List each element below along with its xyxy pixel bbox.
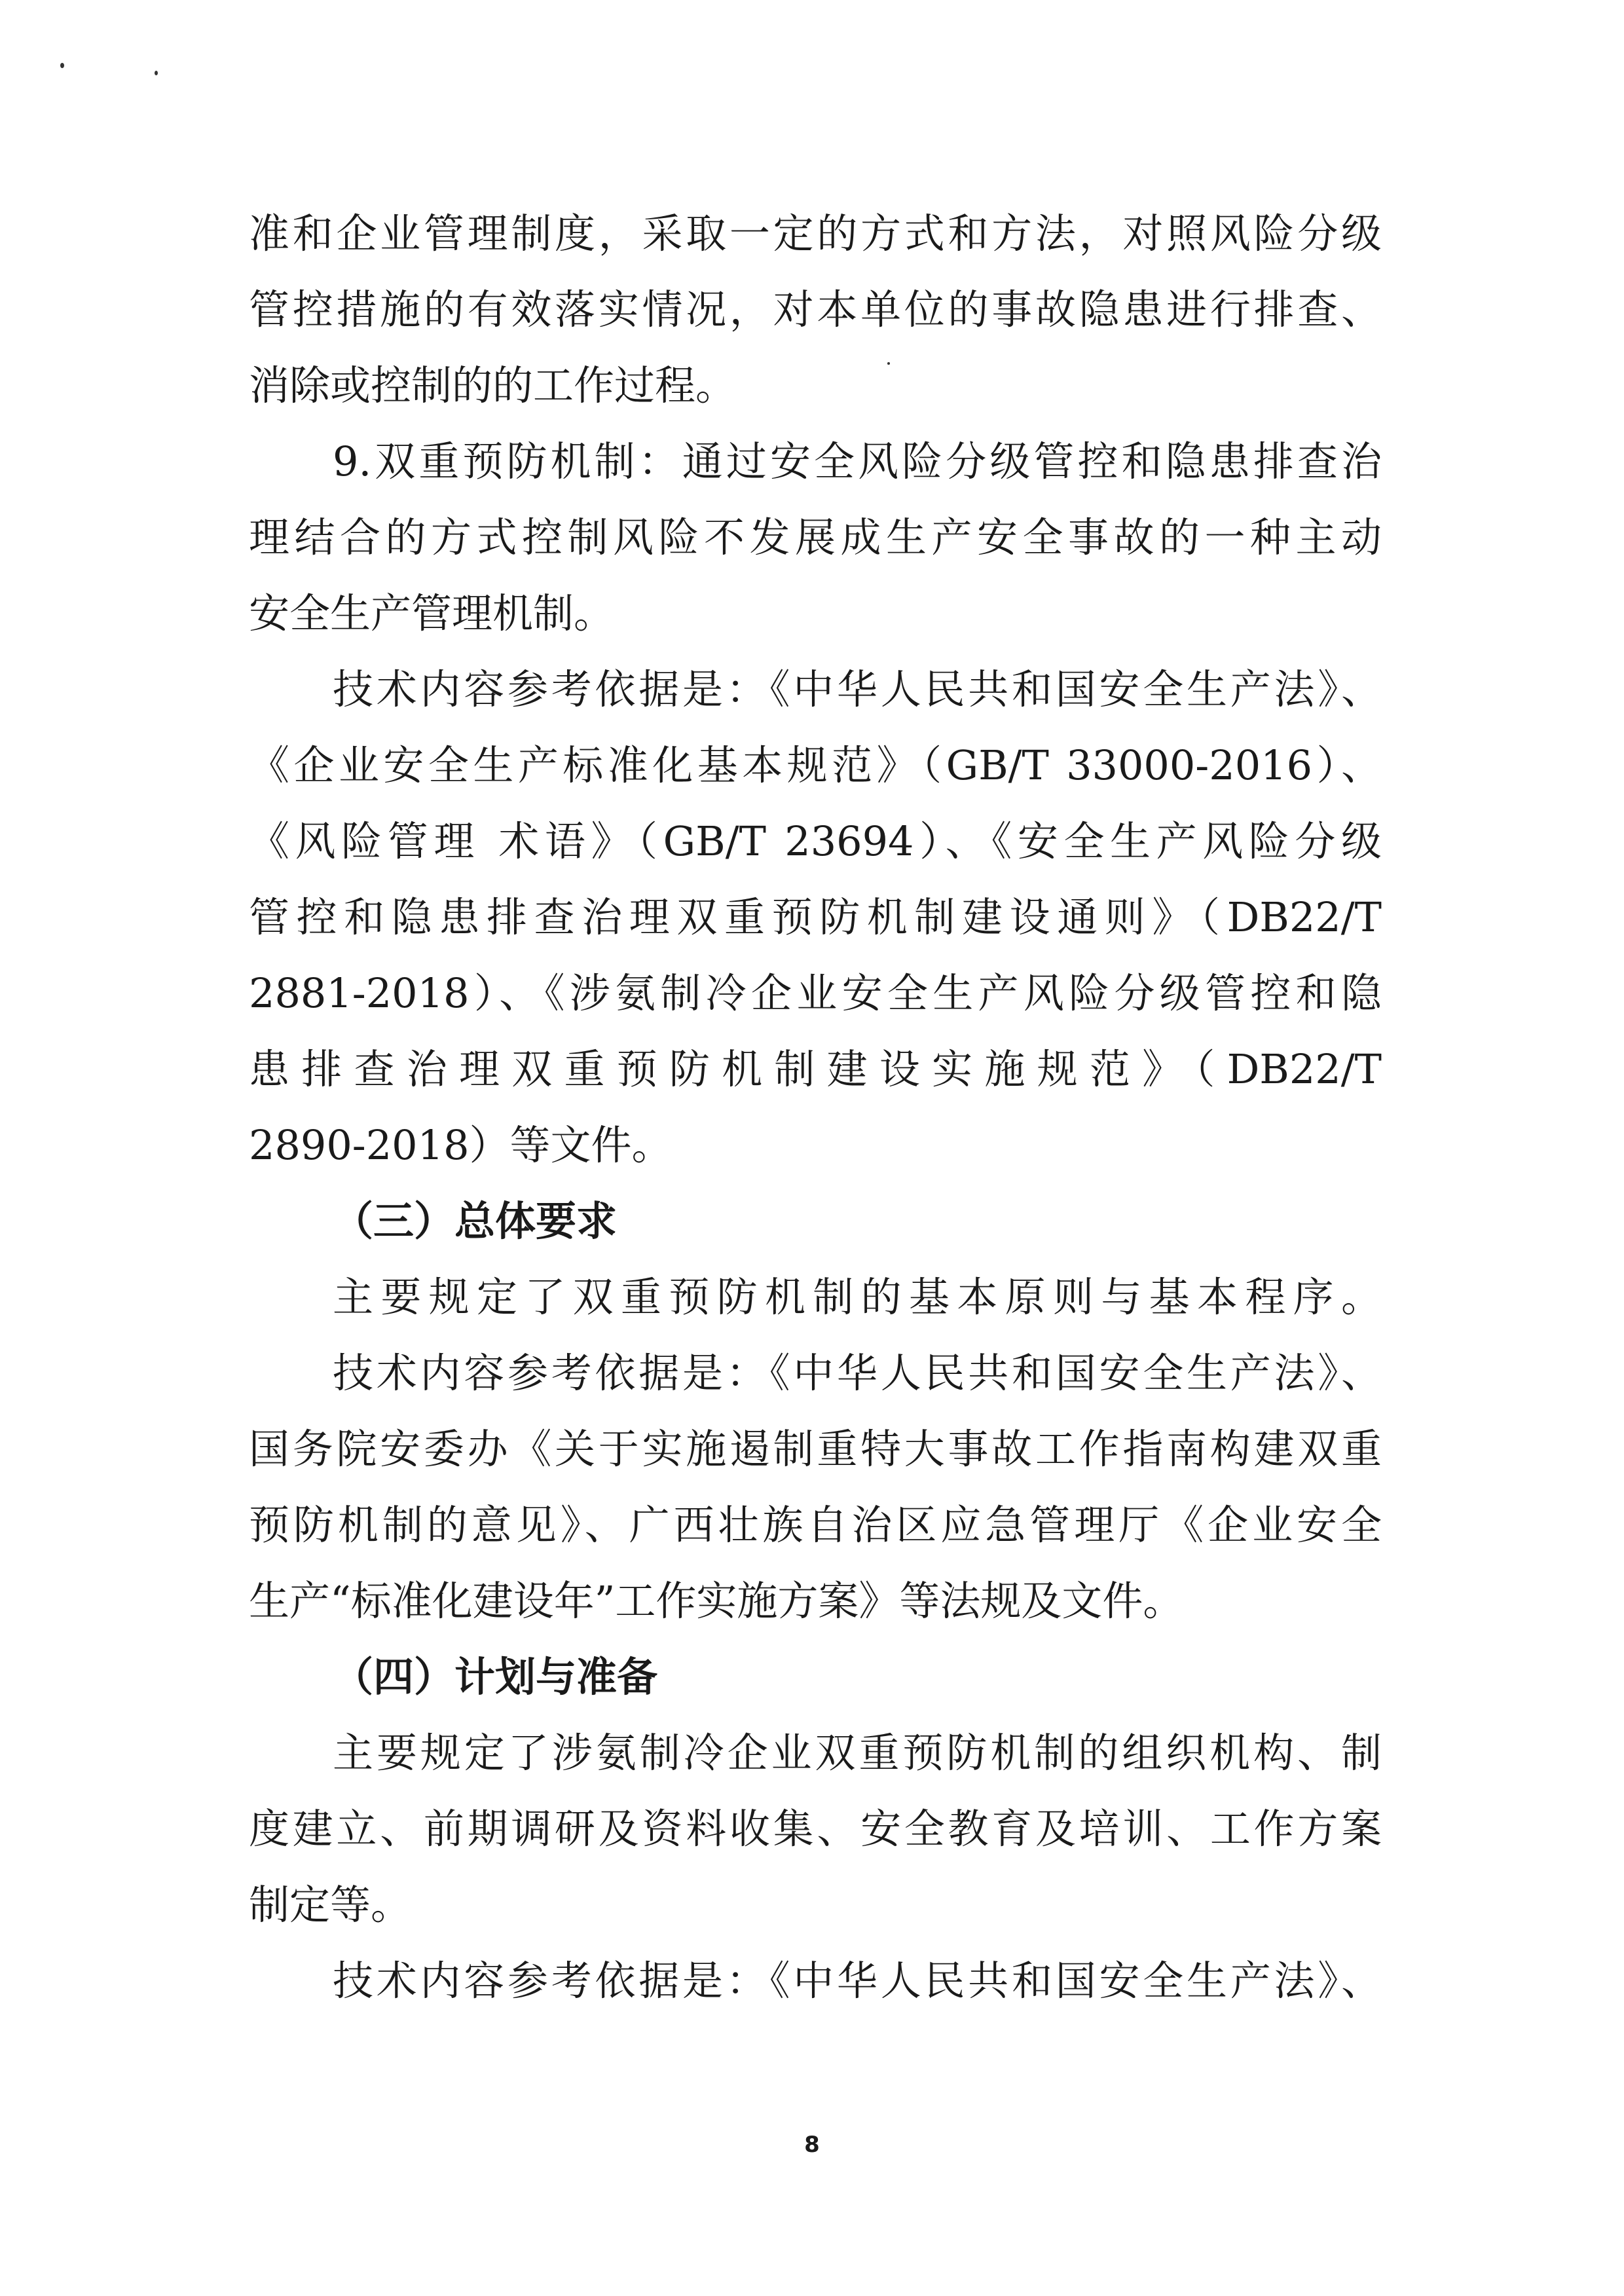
text-line: 消除或控制的的工作过程。 bbox=[249, 361, 737, 409]
text-line: 国务院安委办《关于实施遏制重特大事故工作指南构建双重 bbox=[249, 1425, 1382, 1473]
text-line: 理结合的方式控制风险不发展成生产安全事故的一种主动 bbox=[249, 513, 1382, 561]
text-line: 《风险管理 术语》（GB/T 23694）、《安全生产风险分级 bbox=[249, 817, 1382, 865]
text-line: 技术内容参考依据是：《中华人民共和国安全生产法》、 bbox=[333, 1349, 1382, 1397]
scan-speck bbox=[155, 71, 158, 75]
text-line: 技术内容参考依据是：《中华人民共和国安全生产法》、 bbox=[333, 1957, 1382, 2005]
scan-speck bbox=[60, 63, 64, 68]
text-line: 技术内容参考依据是：《中华人民共和国安全生产法》、 bbox=[333, 665, 1382, 713]
text-line: 主要规定了双重预防机制的基本原则与基本程序。 bbox=[333, 1273, 1382, 1321]
text-line: 9.双重预防机制：通过安全风险分级管控和隐患排查治 bbox=[333, 437, 1382, 485]
text-line: 主要规定了涉氨制冷企业双重预防机制的组织机构、制 bbox=[333, 1729, 1382, 1777]
section-heading: （三）总体要求 bbox=[333, 1197, 618, 1245]
text-line: 准和企业管理制度，采取一定的方式和方法，对照风险分级 bbox=[249, 210, 1382, 257]
text-line: 管控措施的有效落实情况，对本单位的事故隐患进行排查、 bbox=[249, 286, 1382, 333]
text-line: 患排查治理双重预防机制建设实施规范》（DB22/T bbox=[249, 1045, 1382, 1093]
text-line: 生产“标准化建设年”工作实施方案》等法规及文件。 bbox=[249, 1577, 1184, 1625]
text-line: 预防机制的意见》、广西壮族自治区应急管理厅《企业安全 bbox=[249, 1501, 1382, 1549]
text-line: 度建立、前期调研及资料收集、安全教育及培训、工作方案 bbox=[249, 1805, 1382, 1853]
text-line: 2890-2018）等文件。 bbox=[249, 1121, 673, 1169]
section-heading: （四）计划与准备 bbox=[333, 1653, 658, 1701]
page-number: 8 bbox=[804, 2132, 820, 2158]
text-line: 安全生产管理机制。 bbox=[249, 589, 615, 637]
text-line: 管控和隐患排查治理双重预防机制建设通则》（DB22/T bbox=[249, 893, 1382, 941]
text-line: 2881-2018）、《涉氨制冷企业安全生产风险分级管控和隐 bbox=[249, 969, 1382, 1017]
text-line: 制定等。 bbox=[249, 1881, 412, 1929]
text-line: 《企业安全生产标准化基本规范》（GB/T 33000-2016）、 bbox=[249, 741, 1382, 789]
